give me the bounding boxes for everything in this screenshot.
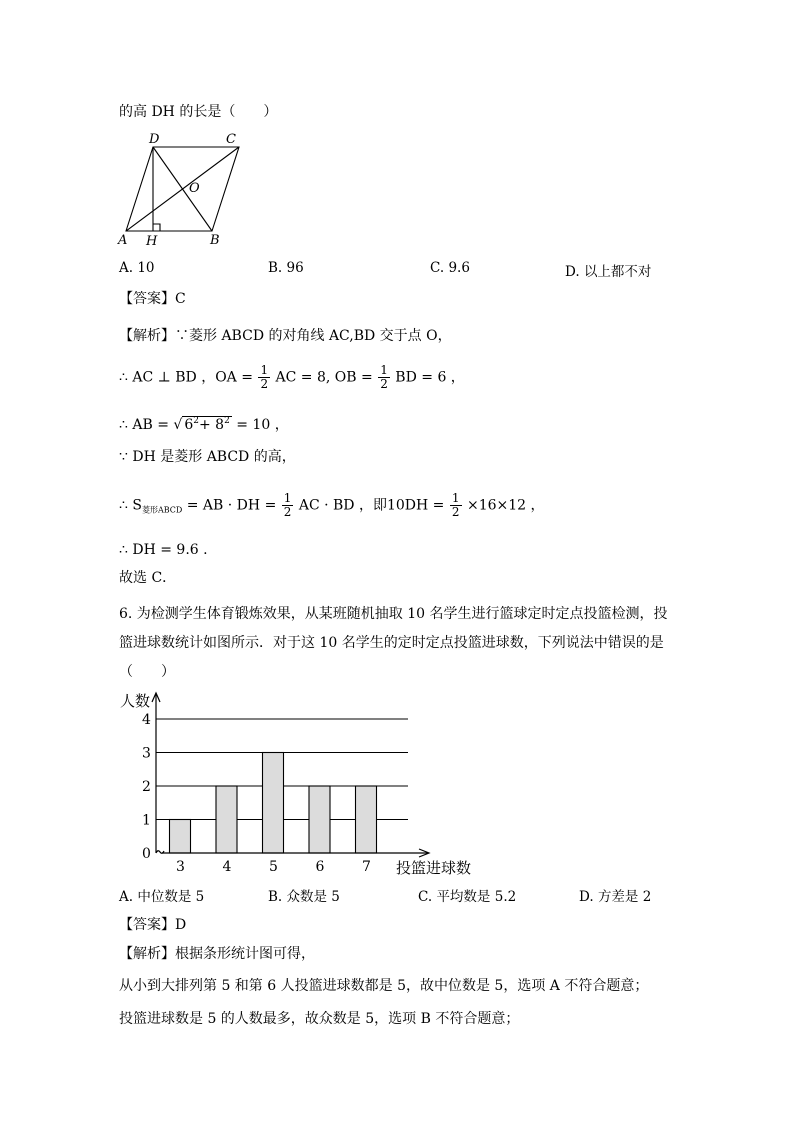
x-axis-label: 投篮进球数 (396, 859, 472, 877)
q6-analysis-line2: 从小到大排列第 5 和第 6 人投篮进球数都是 5，故中位数是 5，选项 A 不符合题意； (119, 978, 649, 994)
q5-analysis-line6: ∴ DH = 9.6 . (119, 542, 208, 558)
q5-option-c: C. 9.6 (430, 260, 470, 276)
y-tick-label: 0 (142, 846, 151, 862)
q5-analysis-line2: ∴ AC ⊥ BD ，OA = $\frac{1}{2}$ AC = 8, OB = $\frac{1}{2}$ BD = 6 ， (119, 363, 465, 391)
y-tick-label: 2 (142, 779, 151, 795)
x-tick-label: 3 (176, 859, 185, 875)
q5-option-a: A. 10 (119, 260, 155, 276)
label-c: C (226, 132, 236, 147)
q5-analysis-line3: ∴ AB = √ $6^2+ 8^2 = 10$ ， (119, 416, 289, 433)
y-axis-label: 人数 (120, 692, 151, 710)
q6-answer: 【答案】D (119, 917, 187, 933)
q5-analysis-line7: 故选 C． (119, 570, 177, 586)
q6-stem-line3: （ ） (119, 664, 175, 680)
bar-3 (170, 820, 191, 854)
label-b: B (210, 233, 220, 248)
bar-7 (356, 786, 377, 853)
q5-analysis-line4: ∵ DH 是菱形 ABCD 的高， (119, 449, 296, 465)
y-tick-label: 3 (142, 745, 151, 762)
fraction-half: $\frac{1}{2}$ (451, 491, 460, 519)
bar-4 (216, 786, 237, 853)
right-angle-mark (153, 224, 160, 231)
diagonal-bd (153, 147, 212, 231)
x-tick-label: 7 (362, 859, 371, 875)
axis-break-mark (156, 851, 164, 854)
q6-stem-line2: 篮进球数统计如图所示．对于这 10 名学生的定时定点投篮进球数，下列说法中错误的是 (119, 635, 664, 651)
q6-stem-line1: 6. 为检测学生体育锻炼效果，从某班随机抽取 10 名学生进行篮球定时定点投篮检测，投 (119, 606, 668, 622)
y-tick-label: 4 (142, 712, 151, 728)
q6-analysis-line3: 投篮进球数是 5 的人数最多，故众数是 5，选项 B 不符合题意； (119, 1011, 520, 1027)
q5-analysis-line1: 【解析】∵菱形 ABCD 的对角线 AC,BD 交于点 O， (119, 328, 452, 344)
label-a: A (118, 233, 128, 248)
x-tick-label: 6 (315, 859, 325, 875)
x-tick-label: 5 (269, 859, 278, 875)
fraction-half: $\frac{1}{2}$ (283, 491, 292, 519)
q6-option-b: B. 众数是 5 (268, 889, 340, 905)
q5-option-d: D. 以上都不对 (565, 264, 652, 280)
rhombus-figure (112, 128, 236, 252)
q5-option-b: B. 96 (268, 260, 304, 276)
fraction-half: $\frac{1}{2}$ (260, 363, 269, 391)
label-d: D (149, 132, 160, 147)
q5-answer: 【答案】C (119, 291, 186, 307)
q6-option-d: D. 方差是 2 (579, 889, 652, 905)
y-tick-label: 1 (142, 812, 151, 829)
label-h: H (146, 234, 158, 249)
q6-option-c: C. 平均数是 5.2 (418, 889, 517, 905)
q5-stem-tail: 的高 DH 的长是（ ） (119, 104, 278, 120)
x-tick-label: 4 (222, 859, 232, 875)
fraction-half: $\frac{1}{2}$ (380, 363, 388, 391)
q6-analysis-line1: 【解析】根据条形统计图可得， (119, 946, 315, 962)
bar-chart (110, 688, 480, 880)
bar-5 (263, 753, 284, 854)
bar-6 (309, 786, 330, 853)
q5-analysis-line5: ∴ $S_{菱形ABCD}$ = AB · DH = $\frac{1}{2}$ AC · BD ，即10DH = $\frac{1}{2}$ ×16×12 ， (119, 491, 545, 519)
label-o: O (189, 181, 200, 196)
q6-option-a: A. 中位数是 5 (119, 889, 205, 905)
